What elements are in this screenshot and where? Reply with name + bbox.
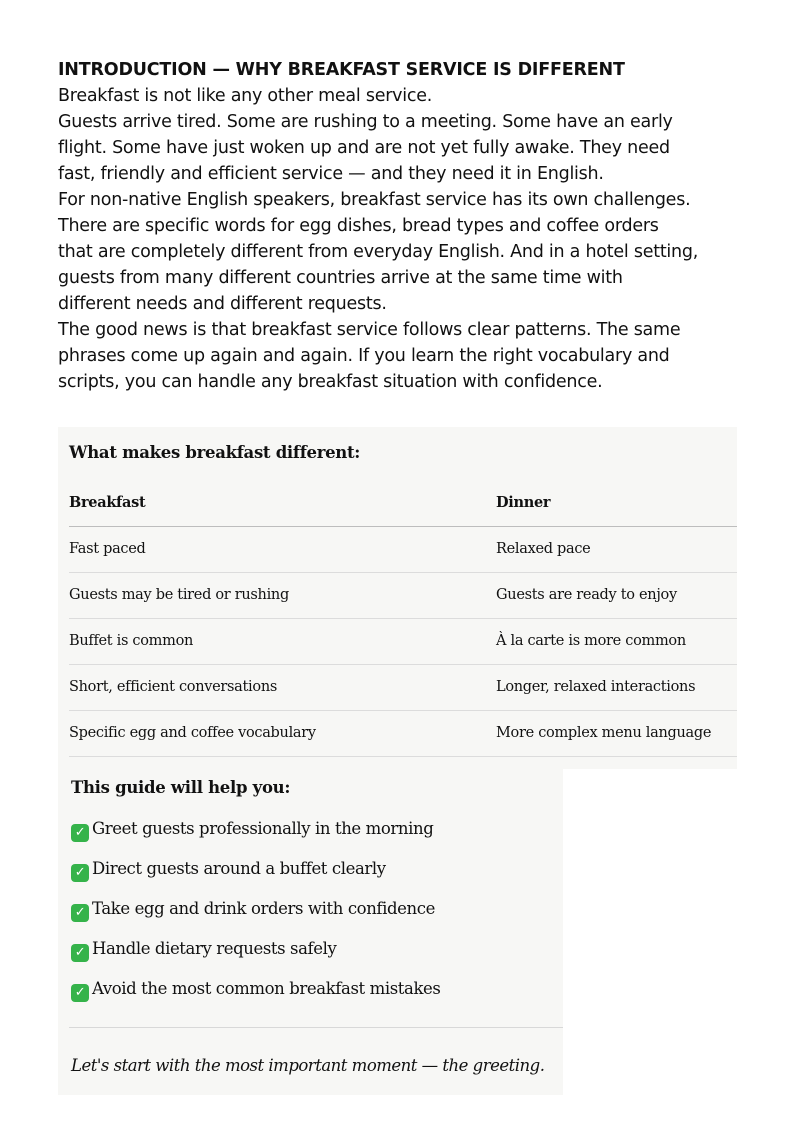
- dinner-cell: Longer, relaxed interactions: [496, 679, 696, 695]
- introduction-section: [58, 57, 748, 395]
- intro-line: There are specific words for egg dishes, bread types and coffee orders: [58, 216, 659, 236]
- intro-line: guests from many different countries arrive at the same time with: [58, 268, 623, 288]
- guide-item-text: Greet guests professionally in the morning: [92, 819, 434, 838]
- table-row: [69, 572, 737, 619]
- table-row: [69, 618, 737, 665]
- breakfast-cell: Buffet is common: [69, 633, 194, 649]
- guide-list-item: [71, 857, 386, 881]
- table-row: [69, 710, 737, 757]
- intro-line: Breakfast is not like any other meal service.: [58, 86, 433, 106]
- check-mark-icon: ✓: [71, 944, 89, 962]
- breakfast-cell: Short, efficient conversations: [69, 679, 277, 695]
- divider: [69, 1027, 563, 1028]
- intro-line: fast, friendly and efficient service — and they need it in English.: [58, 164, 604, 184]
- table-row: [69, 526, 737, 573]
- guide-list-item: [71, 897, 435, 921]
- guide-item-text: Take egg and drink orders with confidence: [92, 899, 435, 918]
- closing-line: Let's start with the most important moment — the greeting.: [71, 1056, 545, 1075]
- intro-line: scripts, you can handle any breakfast situation with confidence.: [58, 372, 603, 392]
- check-mark-icon: ✓: [71, 984, 89, 1002]
- table-title: What makes breakfast different:: [69, 443, 361, 462]
- dinner-cell: Relaxed pace: [496, 541, 591, 557]
- intro-line: that are completely different from everyday English. And in a hotel setting,: [58, 242, 699, 262]
- guide-list-item: [71, 937, 336, 961]
- guide-item-text: Direct guests around a buffet clearly: [92, 859, 386, 878]
- guide-title: This guide will help you:: [71, 778, 291, 797]
- comparison-table: [58, 427, 737, 769]
- dinner-cell: Guests are ready to enjoy: [496, 587, 677, 603]
- column-header-dinner: Dinner: [496, 494, 551, 511]
- dinner-cell: À la carte is more common: [496, 633, 686, 649]
- guide-list-item: [71, 977, 440, 1001]
- table-header-row: [69, 480, 737, 527]
- dinner-cell: More complex menu language: [496, 725, 712, 741]
- breakfast-cell: Guests may be tired or rushing: [69, 587, 289, 603]
- intro-line: For non-native English speakers, breakfast service has its own challenges.: [58, 190, 691, 210]
- check-mark-icon: ✓: [71, 864, 89, 882]
- breakfast-cell: Specific egg and coffee vocabulary: [69, 725, 316, 741]
- check-mark-icon: ✓: [71, 824, 89, 842]
- intro-line: Guests arrive tired. Some are rushing to a meeting. Some have an early: [58, 112, 673, 132]
- breakfast-cell: Fast paced: [69, 541, 146, 557]
- table-row: [69, 664, 737, 711]
- guide-item-text: Avoid the most common breakfast mistakes: [92, 979, 441, 998]
- guide-list-item: [71, 817, 433, 841]
- guide-summary-box: [58, 769, 563, 1095]
- check-mark-icon: ✓: [71, 904, 89, 922]
- intro-line: The good news is that breakfast service follows clear patterns. The same: [58, 320, 681, 340]
- intro-line: flight. Some have just woken up and are not yet fully awake. They need: [58, 138, 670, 158]
- intro-heading: INTRODUCTION — WHY BREAKFAST SERVICE IS DIFFERENT: [58, 60, 625, 80]
- intro-line: phrases come up again and again. If you learn the right vocabulary and: [58, 346, 670, 366]
- column-header-breakfast: Breakfast: [69, 494, 146, 511]
- intro-line: different needs and different requests.: [58, 294, 387, 314]
- guide-item-text: Handle dietary requests safely: [92, 939, 337, 958]
